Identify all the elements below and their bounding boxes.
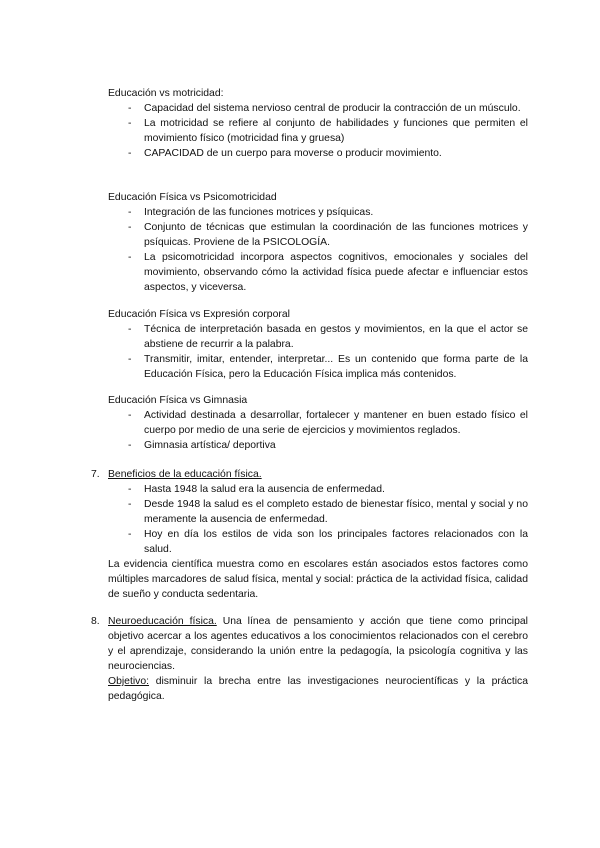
bullet-list: [108, 482, 528, 557]
section-heading: Educación vs motricidad:: [108, 88, 224, 99]
list-item: - Técnica de interpretación basada en gestos y movimientos, en la que el actor se abstiene de recurrir a la palabra.: [108, 322, 528, 352]
bullet-list: [108, 408, 528, 453]
section-heading: Educación Física vs Psicomotricidad: [108, 192, 277, 203]
section-title: Neuroeducación física.: [108, 616, 217, 627]
section-ef-expresion-corporal: [108, 307, 528, 382]
section-ef-psicomotricidad: [108, 190, 528, 295]
objective-text: disminuir la brecha entre las investigaciones neurocientíficas y la práctica pedagógica.: [108, 676, 528, 702]
section-heading: Educación Física vs Expresión corporal: [108, 309, 290, 320]
list-item: - La psicomotricidad incorpora aspectos cognitivos, emocionales y sociales del movimiento, observando cómo la actividad física puede afectar e influenciar estos aspectos, y viceversa.: [108, 250, 528, 295]
bullet-list: [108, 322, 528, 382]
list-item: - Hoy en día los estilos de vida son los principales factores relacionados con la salud.: [108, 527, 528, 557]
list-item: - Desde 1948 la salud es el completo estado de bienestar físico, mental y social y no meramente la ausencia de enfermedad.: [108, 497, 528, 527]
section-title: Beneficios de la educación física.: [108, 469, 262, 480]
list-item: - CAPACIDAD de un cuerpo para moverse o producir movimiento.: [108, 146, 528, 161]
list-item: - La motricidad se refiere al conjunto de habilidades y funciones que permiten el movimiento físico (motricidad fina y gruesa): [108, 116, 528, 146]
list-item: - Capacidad del sistema nervioso central de producir la contracción de un músculo.: [108, 101, 528, 116]
list-item: - Actividad destinada a desarrollar, fortalecer y mantener en buen estado físico el cuerpo por medio de una serie de ejercicios y movimientos reglados.: [108, 408, 528, 438]
section-text: Una línea de pensamiento y acción que tiene como principal objetivo acercar a los agentes educativos a los conocimientos relacionados con el cerebro y el aprendizaje, considerando la unión entre la pedagogía, la psicología cognitiva y las neurociencias.: [108, 616, 528, 672]
paragraph: La evidencia científica muestra como en escolares están asociados estos factores como múltiples marcadores de salud física, mental y social: práctica de la actividad física, calidad de sueño y conducta sedentaria.: [108, 559, 528, 600]
section-educacion-motricidad: [108, 86, 528, 161]
list-item: - Hasta 1948 la salud era la ausencia de enfermedad.: [108, 482, 528, 497]
section-ef-gimnasia: [108, 393, 528, 453]
objective-label: Objetivo:: [108, 676, 150, 687]
list-item: - Transmitir, imitar, entender, interpretar... Es un contenido que forma parte de la Educación Física, pero la Educación Física implica más contenidos.: [108, 352, 528, 382]
section-number: 8.: [91, 616, 100, 627]
bullet-list: [108, 101, 528, 161]
list-item: - Gimnasia artística/ deportiva: [108, 438, 528, 453]
section-heading: Educación Física vs Gimnasia: [108, 395, 248, 406]
section-number: 7.: [91, 469, 100, 480]
list-item: - Conjunto de técnicas que estimulan la coordinación de las funciones motrices y psíquicas. Proviene de la PSICOLOGÍA.: [108, 220, 528, 250]
list-item: - Integración de las funciones motrices y psíquicas.: [108, 205, 528, 220]
bullet-list: [108, 205, 528, 295]
section-beneficios: [91, 467, 528, 602]
section-neuroeducacion: [91, 614, 528, 704]
